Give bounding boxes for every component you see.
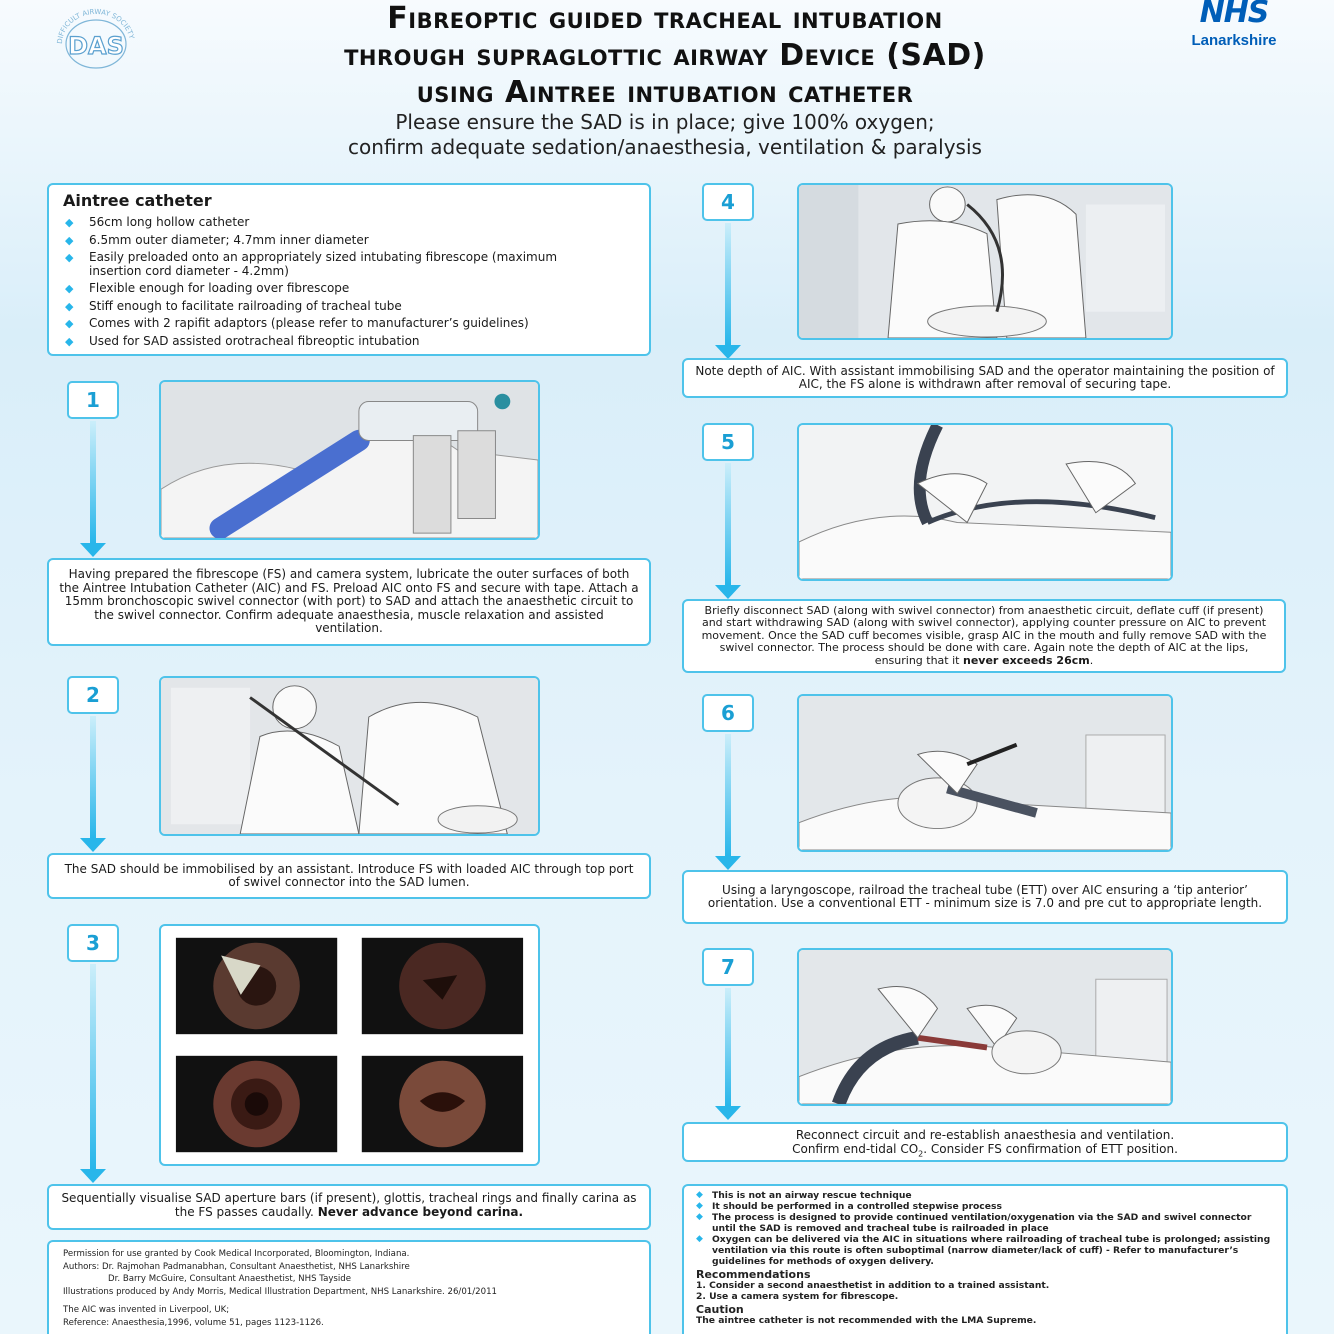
step-3-text: Sequentially visualise SAD aperture bars (if present), glottis, tracheal rings and finally carina as the FS passes caudally. xyxy=(61,1191,637,1219)
credits-author-1: Authors: Dr. Rajmohan Padmanabhan, Consultant Anaesthetist, NHS Lanarkshire xyxy=(63,1261,410,1272)
step-4-caption: Note depth of AIC. With assistant immobilising SAD and the operator maintaining the position of AIC, the FS alone is withdrawn after removal of securing tape. xyxy=(682,358,1288,398)
step-4-number: 4 xyxy=(702,183,754,221)
diamond-bullet-icon: ◆ xyxy=(65,216,74,229)
list-item: ◆ 56cm long hollow catheter xyxy=(65,215,250,229)
step-2-illustration xyxy=(159,676,540,836)
das-ring-text: DIFFICULT AIRWAY SOCIETY xyxy=(55,7,136,45)
list-item: ◆ Flexible enough for loading over fibrescope xyxy=(65,281,350,295)
notes-list xyxy=(696,1190,1274,1267)
diamond-bullet-icon: ◆ xyxy=(696,1234,703,1244)
list-item: ◆ It should be performed in a controlled stepwise process xyxy=(696,1201,1002,1212)
page-subtitle xyxy=(150,110,1180,160)
list-item: ◆ Easily preloaded onto an appropriately sized intubating fibrescope (maximum insertion cord diameter - 4.2mm) xyxy=(65,250,558,278)
credits-reference: Reference: Anaesthesia,1996, volume 51, pages 1123-1126. xyxy=(63,1317,324,1328)
step-5-text: Briefly disconnect SAD (along with swivel connector) from anaesthetic circuit, deflate cuff (if present) and start withdrawing SAD (along with swivel connector), applying counter pressure on AIC to prevent movement. Once the SAD cuff becomes visible, grasp AIC in the mouth and fully remove SAD with the swivel connector. The process should be done with care. Again note the depth of AIC at the lips, ensuring that it xyxy=(701,603,1267,667)
diamond-bullet-icon: ◆ xyxy=(696,1201,703,1211)
das-logo-text: DAS xyxy=(68,32,124,60)
diamond-bullet-icon: ◆ xyxy=(696,1212,703,1222)
list-item: ◆ The process is designed to provide continued ventilation/oxygenation via the SAD and swivel connector until the SAD is removed and tracheal tube is railroaded in place xyxy=(696,1212,1252,1234)
aintree-list xyxy=(65,216,649,348)
step-5-caption: Briefly disconnect SAD (along with swivel connector) from anaesthetic circuit, deflate cuff (if present) and start withdrawing SAD (along with swivel connector), applying counter pressure on AIC to prevent movement. Once the SAD cuff becomes visible, grasp AIC in the mouth and fully remove SAD with the swivel connector. The process should be done with care. Again note the depth of AIC at the lips, ensuring that it never exceeds 26cm. xyxy=(682,599,1286,673)
diamond-bullet-icon: ◆ xyxy=(65,299,74,313)
step-1-arrow xyxy=(90,421,96,543)
step-6-arrow xyxy=(725,734,731,856)
diamond-bullet-icon: ◆ xyxy=(65,317,74,330)
list-item: 1. Consider a second anaesthetist in addition to a trained assistant. xyxy=(696,1280,1050,1291)
step-2-arrow xyxy=(90,716,96,838)
credits-box xyxy=(47,1240,651,1334)
step-7-illustration xyxy=(797,948,1173,1106)
step-7-text-line-2: Confirm end-tidal $CO_2$. Consider FS confirmation of ETT position. xyxy=(792,1141,1178,1158)
list-item: ◆ Comes with 2 rapifit adaptors (please refer to manufacturer’s guidelines) xyxy=(65,316,529,330)
credits-author-2: Dr. Barry McGuire, Consultant Anaesthetist, NHS Tayside xyxy=(108,1274,352,1284)
step-6-illustration xyxy=(797,694,1173,852)
step-6-number: 6 xyxy=(702,694,754,732)
arrow-down-icon xyxy=(80,543,106,557)
notes-box xyxy=(682,1184,1288,1334)
das-logo xyxy=(48,4,144,76)
step-5-illustration xyxy=(797,423,1173,581)
step-6-caption: Using a laryngoscope, railroad the tracheal tube (ETT) over AIC ensuring a ‘tip anterior’ orientation. Use a conventional ETT - minimum size is 7.0 and pre cut to appropriate length. xyxy=(682,870,1288,924)
nhs-logo-text: NHS xyxy=(1199,0,1269,30)
step-1-number: 1 xyxy=(67,381,119,419)
step-5-emphasis: never exceeds 26cm xyxy=(962,653,1090,667)
step-3-emphasis: Never advance beyond carina. xyxy=(317,1204,524,1219)
list-item: ◆ Oxygen can be delivered via the AIC in situations where railroading of tracheal tube is prolonged; assisting ventilation via this route is often suboptimal (narrow diameter/lack of cuff) - Refer to manufacturer’s guidelines for methods of oxygen delivery. xyxy=(696,1234,1271,1267)
title-line-1: Fibreoptic guided tracheal intubation xyxy=(387,1,943,36)
step-3-caption xyxy=(47,1184,651,1230)
recommendations-heading: Recommendations xyxy=(696,1268,811,1281)
arrow-down-icon xyxy=(715,585,741,599)
list-item: ◆ This is not an airway rescue technique xyxy=(696,1190,912,1201)
step-7-caption xyxy=(682,1122,1288,1162)
diamond-bullet-icon: ◆ xyxy=(65,251,74,264)
subtitle-line-1: Please ensure the SAD is in place; give 100% oxygen; xyxy=(395,110,935,134)
step-7-text-line-1: Reconnect circuit and re-establish anaesthesia and ventilation. xyxy=(795,1128,1175,1142)
list-item: ◆ Stiff enough to facilitate railroading of tracheal tube xyxy=(65,298,402,313)
recommendations-list xyxy=(696,1280,1274,1302)
step-3-fibreoptic-views xyxy=(159,924,540,1166)
step-2-caption: The SAD should be immobilised by an assistant. Introduce FS with loaded AIC through top port of swivel connector into the SAD lumen. xyxy=(47,853,651,899)
step-7-number: 7 xyxy=(702,948,754,986)
arrow-down-icon xyxy=(715,1106,741,1120)
arrow-down-icon xyxy=(80,838,106,852)
list-item: 2. Use a camera system for fibrescope. xyxy=(696,1291,899,1302)
diamond-bullet-icon: ◆ xyxy=(696,1190,703,1200)
credits-permission: Permission for use granted by Cook Medical Incorporated, Bloomington, Indiana. xyxy=(63,1249,410,1259)
step-2-number: 2 xyxy=(67,676,119,714)
credits-illustrations: Illustrations produced by Andy Morris, Medical Illustration Department, NHS Lanarkshire. 26/01/2011 xyxy=(63,1286,498,1297)
diamond-bullet-icon: ◆ xyxy=(65,334,74,348)
nhs-region: Lanarkshire xyxy=(1191,32,1277,49)
title-line-2: through supraglottic airway Device (SAD) xyxy=(344,38,986,73)
step-4-arrow xyxy=(725,223,731,345)
subtitle-line-2: confirm adequate sedation/anaesthesia, ventilation & paralysis xyxy=(348,135,982,159)
step-1-illustration xyxy=(159,380,540,540)
diamond-bullet-icon: ◆ xyxy=(65,233,74,247)
nhs-logo xyxy=(1180,0,1288,56)
step-3-number: 3 xyxy=(67,924,119,962)
page-title xyxy=(150,0,1180,111)
step-5-number: 5 xyxy=(702,423,754,461)
aintree-title: Aintree catheter xyxy=(63,191,212,210)
step-5-arrow xyxy=(725,463,731,585)
diamond-bullet-icon: ◆ xyxy=(65,282,74,295)
credits-invented: The AIC was invented in Liverpool, UK; xyxy=(63,1305,230,1315)
arrow-down-icon xyxy=(715,856,741,870)
list-item: ◆ 6.5mm outer diameter; 4.7mm inner diameter xyxy=(65,232,369,247)
step-7-arrow xyxy=(725,988,731,1106)
caution-heading: Caution xyxy=(696,1303,744,1316)
aintree-info-box xyxy=(47,183,651,356)
arrow-down-icon xyxy=(715,345,741,359)
step-1-caption: Having prepared the fibrescope (FS) and camera system, lubricate the outer surfaces of both the Aintree Intubation Catheter (AIC) and FS. Preload AIC onto FS and secure with tape. Attach a 15mm bronchoscopic swivel connector (with port) to SAD and attach the anaesthetic circuit to the swivel connector. Confirm adequate anaesthesia, muscle relaxation and assisted ventilation. xyxy=(47,558,651,646)
arrow-down-icon xyxy=(80,1169,106,1183)
caution-text: The aintree catheter is not recommended with the LMA Supreme. xyxy=(696,1315,1037,1326)
step-4-illustration xyxy=(797,183,1173,340)
title-line-3: using Aintree intubation catheter xyxy=(416,75,914,110)
step-3-arrow xyxy=(90,964,96,1169)
list-item: ◆ Used for SAD assisted orotracheal fibreoptic intubation xyxy=(65,333,420,348)
